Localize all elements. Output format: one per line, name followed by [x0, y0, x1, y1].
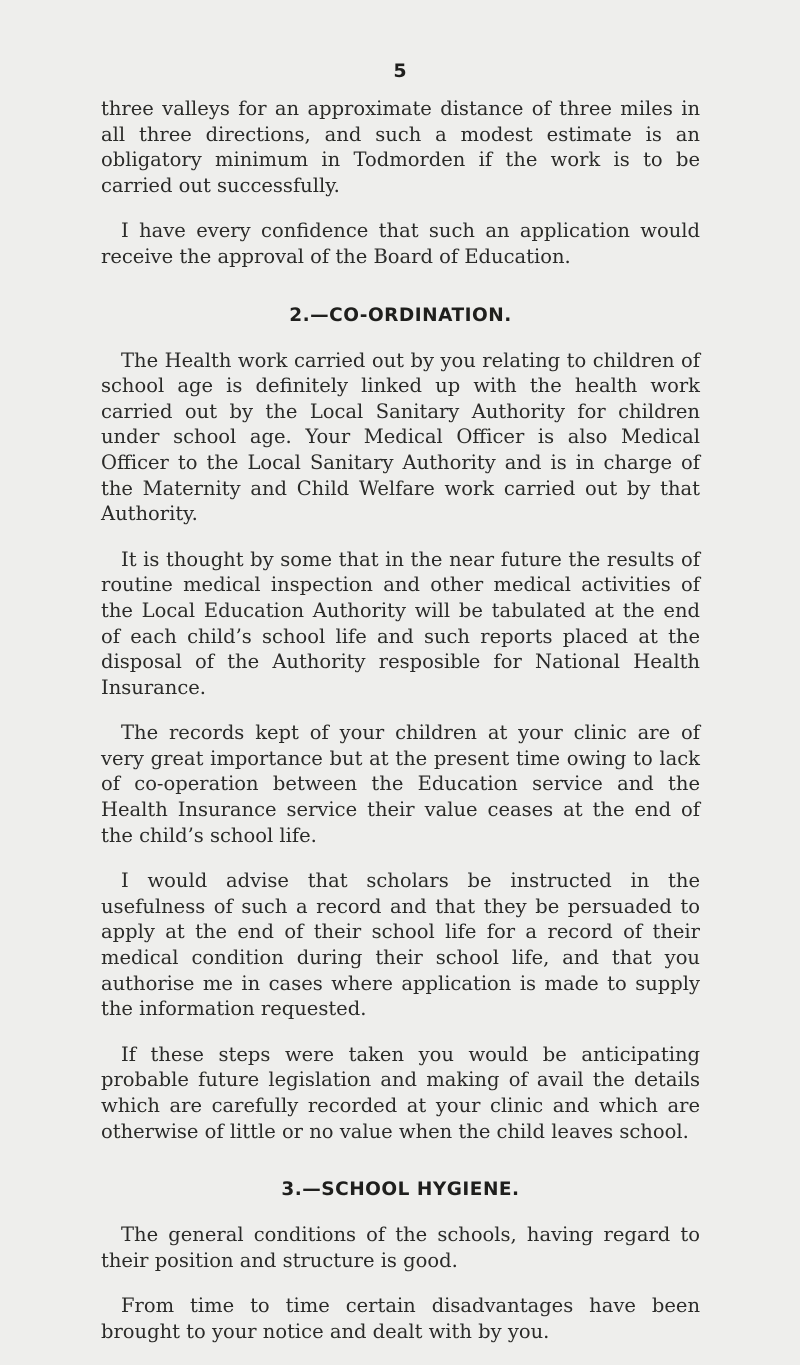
- page-number: 5: [393, 60, 407, 82]
- paragraph: It is thought by some that in the near future the results of routine medical inspection and other medical activities of the Local Education Authority will be tabulated at the end of each child’s school life and such reports placed at the disposal of the Authority resposible for National Health Insurance.: [101, 547, 700, 699]
- paragraph: I would advise that scholars be instructed in the usefulness of such a record and that they be persuaded to apply at the end of their school life for a record of their medical condition during their school life, and that you authorise me in cases where application is made to supply the information requested.: [101, 869, 700, 1021]
- document-body: [101, 96, 700, 1365]
- paragraph: The records kept of your children at your clinic are of very great importance but at the present time owing to lack of co-operation between the Education service and the Health Insurance service their value ceases at the end of the child’s school life.: [101, 721, 700, 847]
- paragraph: three valleys for an approximate distance of three miles in all three directions, and such a modest estimate is an obligatory minimum in Todmorden if the work is to be carried out successfully.: [101, 97, 700, 197]
- paragraph: From time to time certain disadvantages have been brought to your notice and dealt with by you.: [101, 1294, 700, 1343]
- paragraph: The Health work carried out by you relating to children of school age is definitely linked up with the health work carried out by the Local Sanitary Authority for children under school age. Your Medical Officer is also Medical Officer to the Local Sanitary Authority and is in charge of the Maternity and Child Welfare work carried out by that Authority.: [101, 348, 700, 526]
- paragraph: I have every confidence that such an application would receive the approval of the Board of Education.: [101, 219, 700, 268]
- paragraph: If these steps were taken you would be anticipating probable future legislation and making of avail the details which are carefully recorded at your clinic and which are otherwise of little or no value when the child leaves school.: [101, 1042, 700, 1143]
- section-heading: 3.—SCHOOL HYGIENE.: [281, 1179, 520, 1201]
- paragraph: The general conditions of the schools, having regard to their position and structure is good.: [101, 1223, 700, 1272]
- section-heading: 2.—CO-ORDINATION.: [289, 304, 512, 326]
